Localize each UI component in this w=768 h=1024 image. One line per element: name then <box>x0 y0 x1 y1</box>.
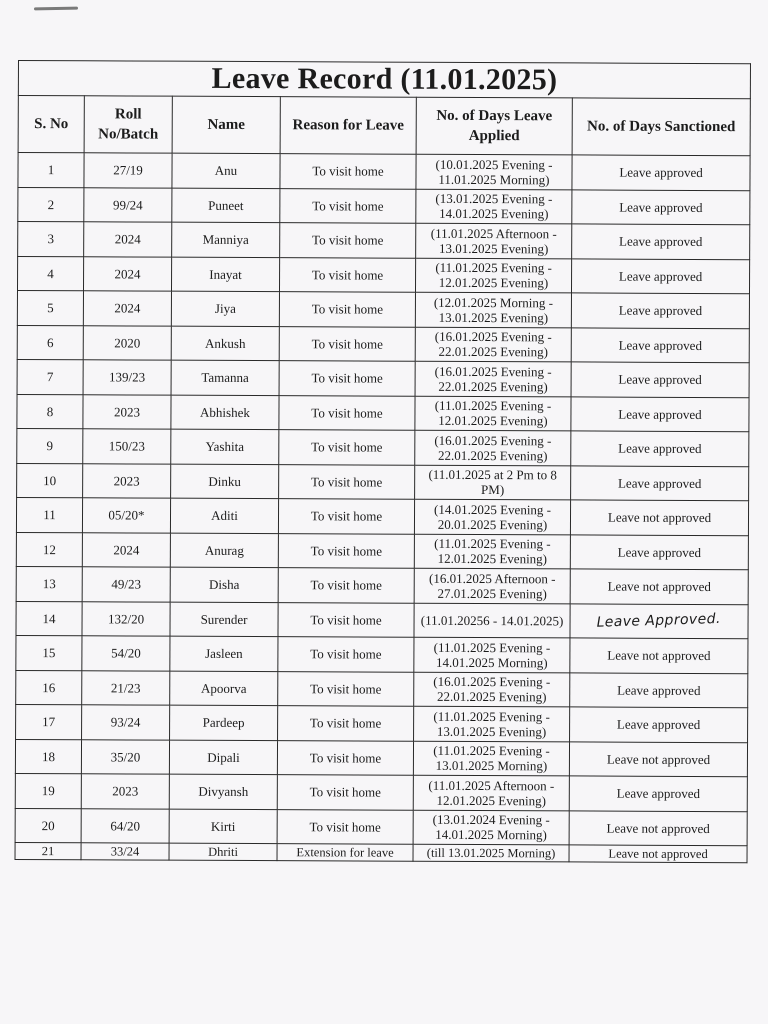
cell-name: Inayat <box>171 257 279 292</box>
col-header-roll: Roll No/Batch <box>84 96 172 153</box>
cell-name: Kirti <box>169 809 277 844</box>
table-row <box>15 773 747 811</box>
cell-name: Aditi <box>170 498 278 533</box>
table-row <box>16 704 748 742</box>
cell-roll: 35/20 <box>81 739 169 774</box>
cell-roll: 64/20 <box>81 808 169 843</box>
cell-sno: 5 <box>17 291 83 326</box>
cell-reason: To visit home <box>278 602 414 637</box>
cell-roll: 05/20* <box>82 498 170 533</box>
cell-sno: 8 <box>17 394 83 429</box>
cell-sanctioned: Leave approved <box>571 465 749 500</box>
cell-sno: 13 <box>16 566 82 601</box>
cell-reason: To visit home <box>279 326 415 361</box>
page-title: Leave Record (11.01.2025) <box>18 61 750 99</box>
cell-sno: 3 <box>18 222 84 257</box>
cell-sno: 1 <box>18 153 84 188</box>
header-row <box>18 96 750 156</box>
cell-applied: (11.01.2025 Afternoon - 12.01.2025 Evening) <box>413 775 569 810</box>
cell-roll: 2024 <box>82 532 170 567</box>
cell-applied: (13.01.2024 Evening - 14.01.2025 Morning) <box>413 810 569 845</box>
cell-reason: To visit home <box>278 533 414 568</box>
cell-sno: 10 <box>17 463 83 498</box>
table-body <box>15 153 750 863</box>
cell-applied: (12.01.2025 Morning - 13.01.2025 Evening) <box>415 292 571 327</box>
cell-name: Pardeep <box>170 705 278 740</box>
cell-roll: 139/23 <box>83 360 171 395</box>
cell-name: Manniya <box>172 222 280 257</box>
cell-sno: 15 <box>16 635 82 670</box>
table-row <box>17 394 749 432</box>
cell-reason: To visit home <box>278 568 414 603</box>
cell-applied: (11.01.2025 Evening - 14.01.2025 Morning) <box>414 637 570 672</box>
cell-reason: To visit home <box>278 706 414 741</box>
cell-name: Ankush <box>171 326 279 361</box>
cell-roll: 2023 <box>83 463 171 498</box>
cell-sno: 11 <box>16 497 82 532</box>
cell-applied: (11.01.2025 Evening - 12.01.2025 Evening) <box>414 534 570 569</box>
cell-roll: 2023 <box>81 774 169 809</box>
cell-applied: (14.01.2025 Evening - 20.01.2025 Evening) <box>414 499 570 534</box>
cell-name: Dipali <box>169 740 277 775</box>
cell-applied: (13.01.2025 Evening - 14.01.2025 Evening) <box>416 189 572 224</box>
leave-record-sheet <box>15 60 750 863</box>
table-row <box>18 187 750 225</box>
cell-name: Puneet <box>172 188 280 223</box>
table-row <box>17 325 749 363</box>
cell-sanctioned: Leave approved <box>572 189 750 224</box>
cell-applied: (16.01.2025 Evening - 22.01.2025 Evening) <box>415 361 571 396</box>
cell-applied: (11.01.20256 - 14.01.2025) <box>414 603 570 638</box>
table-row <box>18 153 750 191</box>
table-row <box>16 497 748 535</box>
cell-sno: 7 <box>17 359 83 394</box>
table-row <box>17 256 749 294</box>
scan-mark <box>34 7 78 11</box>
cell-reason: To visit home <box>278 637 414 672</box>
cell-sno: 2 <box>18 187 84 222</box>
cell-name: Abhishek <box>171 395 279 430</box>
cell-roll: 2020 <box>83 325 171 360</box>
cell-sno: 6 <box>17 325 83 360</box>
cell-reason: Extension for leave <box>277 844 413 862</box>
cell-sanctioned: Leave not approved <box>569 810 747 845</box>
cell-sanctioned: Leave not approved <box>569 741 747 776</box>
cell-reason: To visit home <box>277 775 413 810</box>
cell-name: Dhriti <box>169 843 277 860</box>
cell-applied: (16.01.2025 Evening - 22.01.2025 Evening) <box>414 672 570 707</box>
cell-name: Apoorva <box>170 671 278 706</box>
cell-applied: (11.01.2025 Evening - 13.01.2025 Morning) <box>413 741 569 776</box>
cell-roll: 49/23 <box>82 567 170 602</box>
cell-sanctioned: Leave not approved <box>570 638 748 673</box>
cell-roll: 132/20 <box>82 601 170 636</box>
cell-sanctioned: Leave approved <box>571 431 749 466</box>
table-row <box>17 428 749 466</box>
cell-roll: 2024 <box>83 291 171 326</box>
cell-roll: 2023 <box>83 394 171 429</box>
cell-name: Disha <box>170 567 278 602</box>
cell-name: Divyansh <box>169 774 277 809</box>
cell-sno: 19 <box>15 773 81 808</box>
cell-reason: To visit home <box>280 188 416 223</box>
cell-reason: To visit home <box>279 257 415 292</box>
table-row <box>16 670 748 708</box>
cell-reason: To visit home <box>279 292 415 327</box>
cell-reason: To visit home <box>278 671 414 706</box>
cell-sanctioned: Leave approved <box>572 155 750 190</box>
cell-sno: 9 <box>17 428 83 463</box>
table-row <box>16 601 748 639</box>
col-header-reason: Reason for Leave <box>280 97 416 155</box>
cell-name: Jiya <box>171 291 279 326</box>
table-row <box>16 566 748 604</box>
cell-applied: (11.01.2025 Afternoon - 13.01.2025 Evening) <box>416 223 572 258</box>
cell-name: Anu <box>172 153 280 188</box>
cell-sno: 4 <box>17 256 83 291</box>
handwritten-note: Leave Approved. <box>596 611 722 631</box>
cell-roll: 21/23 <box>82 670 170 705</box>
cell-sanctioned: Leave not approved <box>570 569 748 604</box>
cell-sno: 21 <box>15 842 81 859</box>
cell-applied: (11.01.2025 Evening - 13.01.2025 Evening) <box>414 706 570 741</box>
cell-roll: 2024 <box>83 256 171 291</box>
cell-reason: To visit home <box>280 223 416 258</box>
cell-sanctioned: Leave approved <box>571 396 749 431</box>
cell-applied: (16.01.2025 Evening - 22.01.2025 Evening) <box>415 327 571 362</box>
cell-name: Yashita <box>171 429 279 464</box>
cell-sanctioned: Leave approved <box>571 293 749 328</box>
cell-applied: (10.01.2025 Evening - 11.01.2025 Morning) <box>416 154 572 189</box>
cell-sno: 20 <box>15 808 81 843</box>
cell-sno: 18 <box>15 739 81 774</box>
cell-reason: To visit home <box>279 430 415 465</box>
cell-sno: 12 <box>16 532 82 567</box>
cell-sanctioned: Leave approved <box>570 672 748 707</box>
cell-sanctioned: Leave approved <box>571 258 749 293</box>
cell-applied: (16.01.2025 Afternoon - 27.01.2025 Evening) <box>414 568 570 603</box>
cell-sanctioned <box>570 603 748 638</box>
cell-applied: (11.01.2025 Evening - 12.01.2025 Evening) <box>415 258 571 293</box>
cell-roll: 27/19 <box>84 153 172 188</box>
table-row <box>15 739 747 777</box>
cell-sno: 16 <box>16 670 82 705</box>
cell-roll: 93/24 <box>82 705 170 740</box>
cell-reason: To visit home <box>277 809 413 844</box>
cell-name: Tamanna <box>171 360 279 395</box>
table-row <box>16 635 748 673</box>
cell-sanctioned: Leave approved <box>571 327 749 362</box>
cell-sanctioned: Leave approved <box>569 776 747 811</box>
col-header-sanctioned: No. of Days Sanctioned <box>572 98 750 156</box>
cell-applied: (11.01.2025 Evening - 12.01.2025 Evening) <box>415 396 571 431</box>
cell-sanctioned: Leave not approved <box>570 500 748 535</box>
table-row <box>17 291 749 329</box>
cell-roll: 33/24 <box>81 843 169 860</box>
table-row <box>17 359 749 397</box>
cell-reason: To visit home <box>279 395 415 430</box>
col-header-name: Name <box>172 96 280 153</box>
cell-reason: To visit home <box>279 361 415 396</box>
cell-sanctioned: Leave approved <box>571 362 749 397</box>
leave-record-table <box>15 60 752 863</box>
cell-reason: To visit home <box>277 740 413 775</box>
table-row <box>15 842 747 862</box>
cell-name: Surender <box>170 602 278 637</box>
cell-applied: (till 13.01.2025 Morning) <box>413 844 569 862</box>
cell-sanctioned: Leave approved <box>570 707 748 742</box>
cell-roll: 2024 <box>84 222 172 257</box>
cell-roll: 54/20 <box>82 636 170 671</box>
cell-roll: 99/24 <box>84 187 172 222</box>
table-row <box>18 222 750 260</box>
col-header-sno: S. No <box>18 96 84 153</box>
cell-applied: (16.01.2025 Evening - 22.01.2025 Evening) <box>415 430 571 465</box>
cell-sanctioned: Leave not approved <box>569 845 747 863</box>
cell-reason: To visit home <box>280 154 416 189</box>
cell-name: Anurag <box>170 533 278 568</box>
cell-sanctioned: Leave approved <box>570 534 748 569</box>
cell-reason: To visit home <box>279 464 415 499</box>
cell-roll: 150/23 <box>83 429 171 464</box>
cell-applied: (11.01.2025 at 2 Pm to 8 PM) <box>415 465 571 500</box>
table-row <box>17 463 749 501</box>
table-row <box>16 532 748 570</box>
cell-name: Jasleen <box>170 636 278 671</box>
cell-sno: 14 <box>16 601 82 636</box>
cell-name: Dinku <box>171 464 279 499</box>
table-row <box>15 808 747 846</box>
col-header-applied: No. of Days Leave Applied <box>416 97 572 155</box>
cell-sno: 17 <box>16 704 82 739</box>
cell-sanctioned: Leave approved <box>572 224 750 259</box>
cell-reason: To visit home <box>278 499 414 534</box>
